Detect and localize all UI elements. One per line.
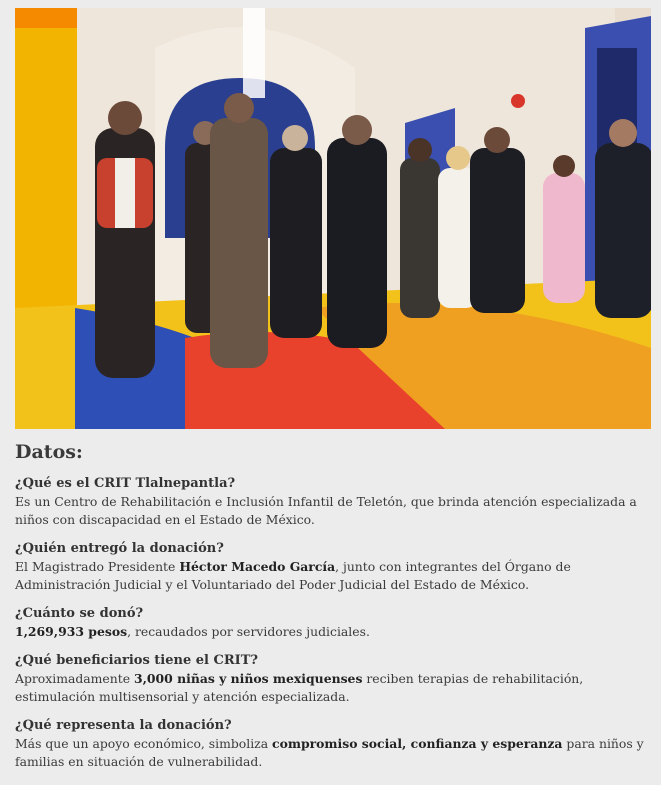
fact-item (15, 540, 651, 594)
event-photo (15, 8, 651, 429)
article-card (15, 8, 651, 782)
fact-question: ¿Quién entregó la donación? (15, 541, 224, 556)
fact-answer: 1,269,933 pesos, recaudados por servidores judiciales. (15, 624, 370, 639)
fact-answer: El Magistrado Presidente Héctor Macedo García, junto con integrantes del Órgano de Administración Judicial y el Voluntariado del Poder Judicial del Estado de México. (15, 559, 571, 592)
fact-answer: Más que un apoyo económico, simboliza compromiso social, confianza y esperanza para niños y familias en situación de vulnerabilidad. (15, 736, 644, 769)
fact-answer: Aproximadamente 3,000 niñas y niños mexiquenses reciben terapias de rehabilitación, estimulación multisensorial y atención especializada. (15, 671, 584, 704)
fact-item (15, 475, 651, 529)
fact-item (15, 652, 651, 706)
fact-question: ¿Cuánto se donó? (15, 606, 144, 621)
fact-question: ¿Qué representa la donación? (15, 718, 232, 733)
fact-item (15, 717, 651, 771)
fact-item (15, 605, 651, 641)
fact-answer: Es un Centro de Rehabilitación e Inclusión Infantil de Teletón, que brinda atención especializada a niños con discapacidad en el Estado de México. (15, 494, 637, 527)
fact-question: ¿Qué es el CRIT Tlalnepantla? (15, 476, 236, 491)
section-title: Datos: (15, 441, 83, 463)
fact-question: ¿Qué beneficiarios tiene el CRIT? (15, 653, 259, 668)
